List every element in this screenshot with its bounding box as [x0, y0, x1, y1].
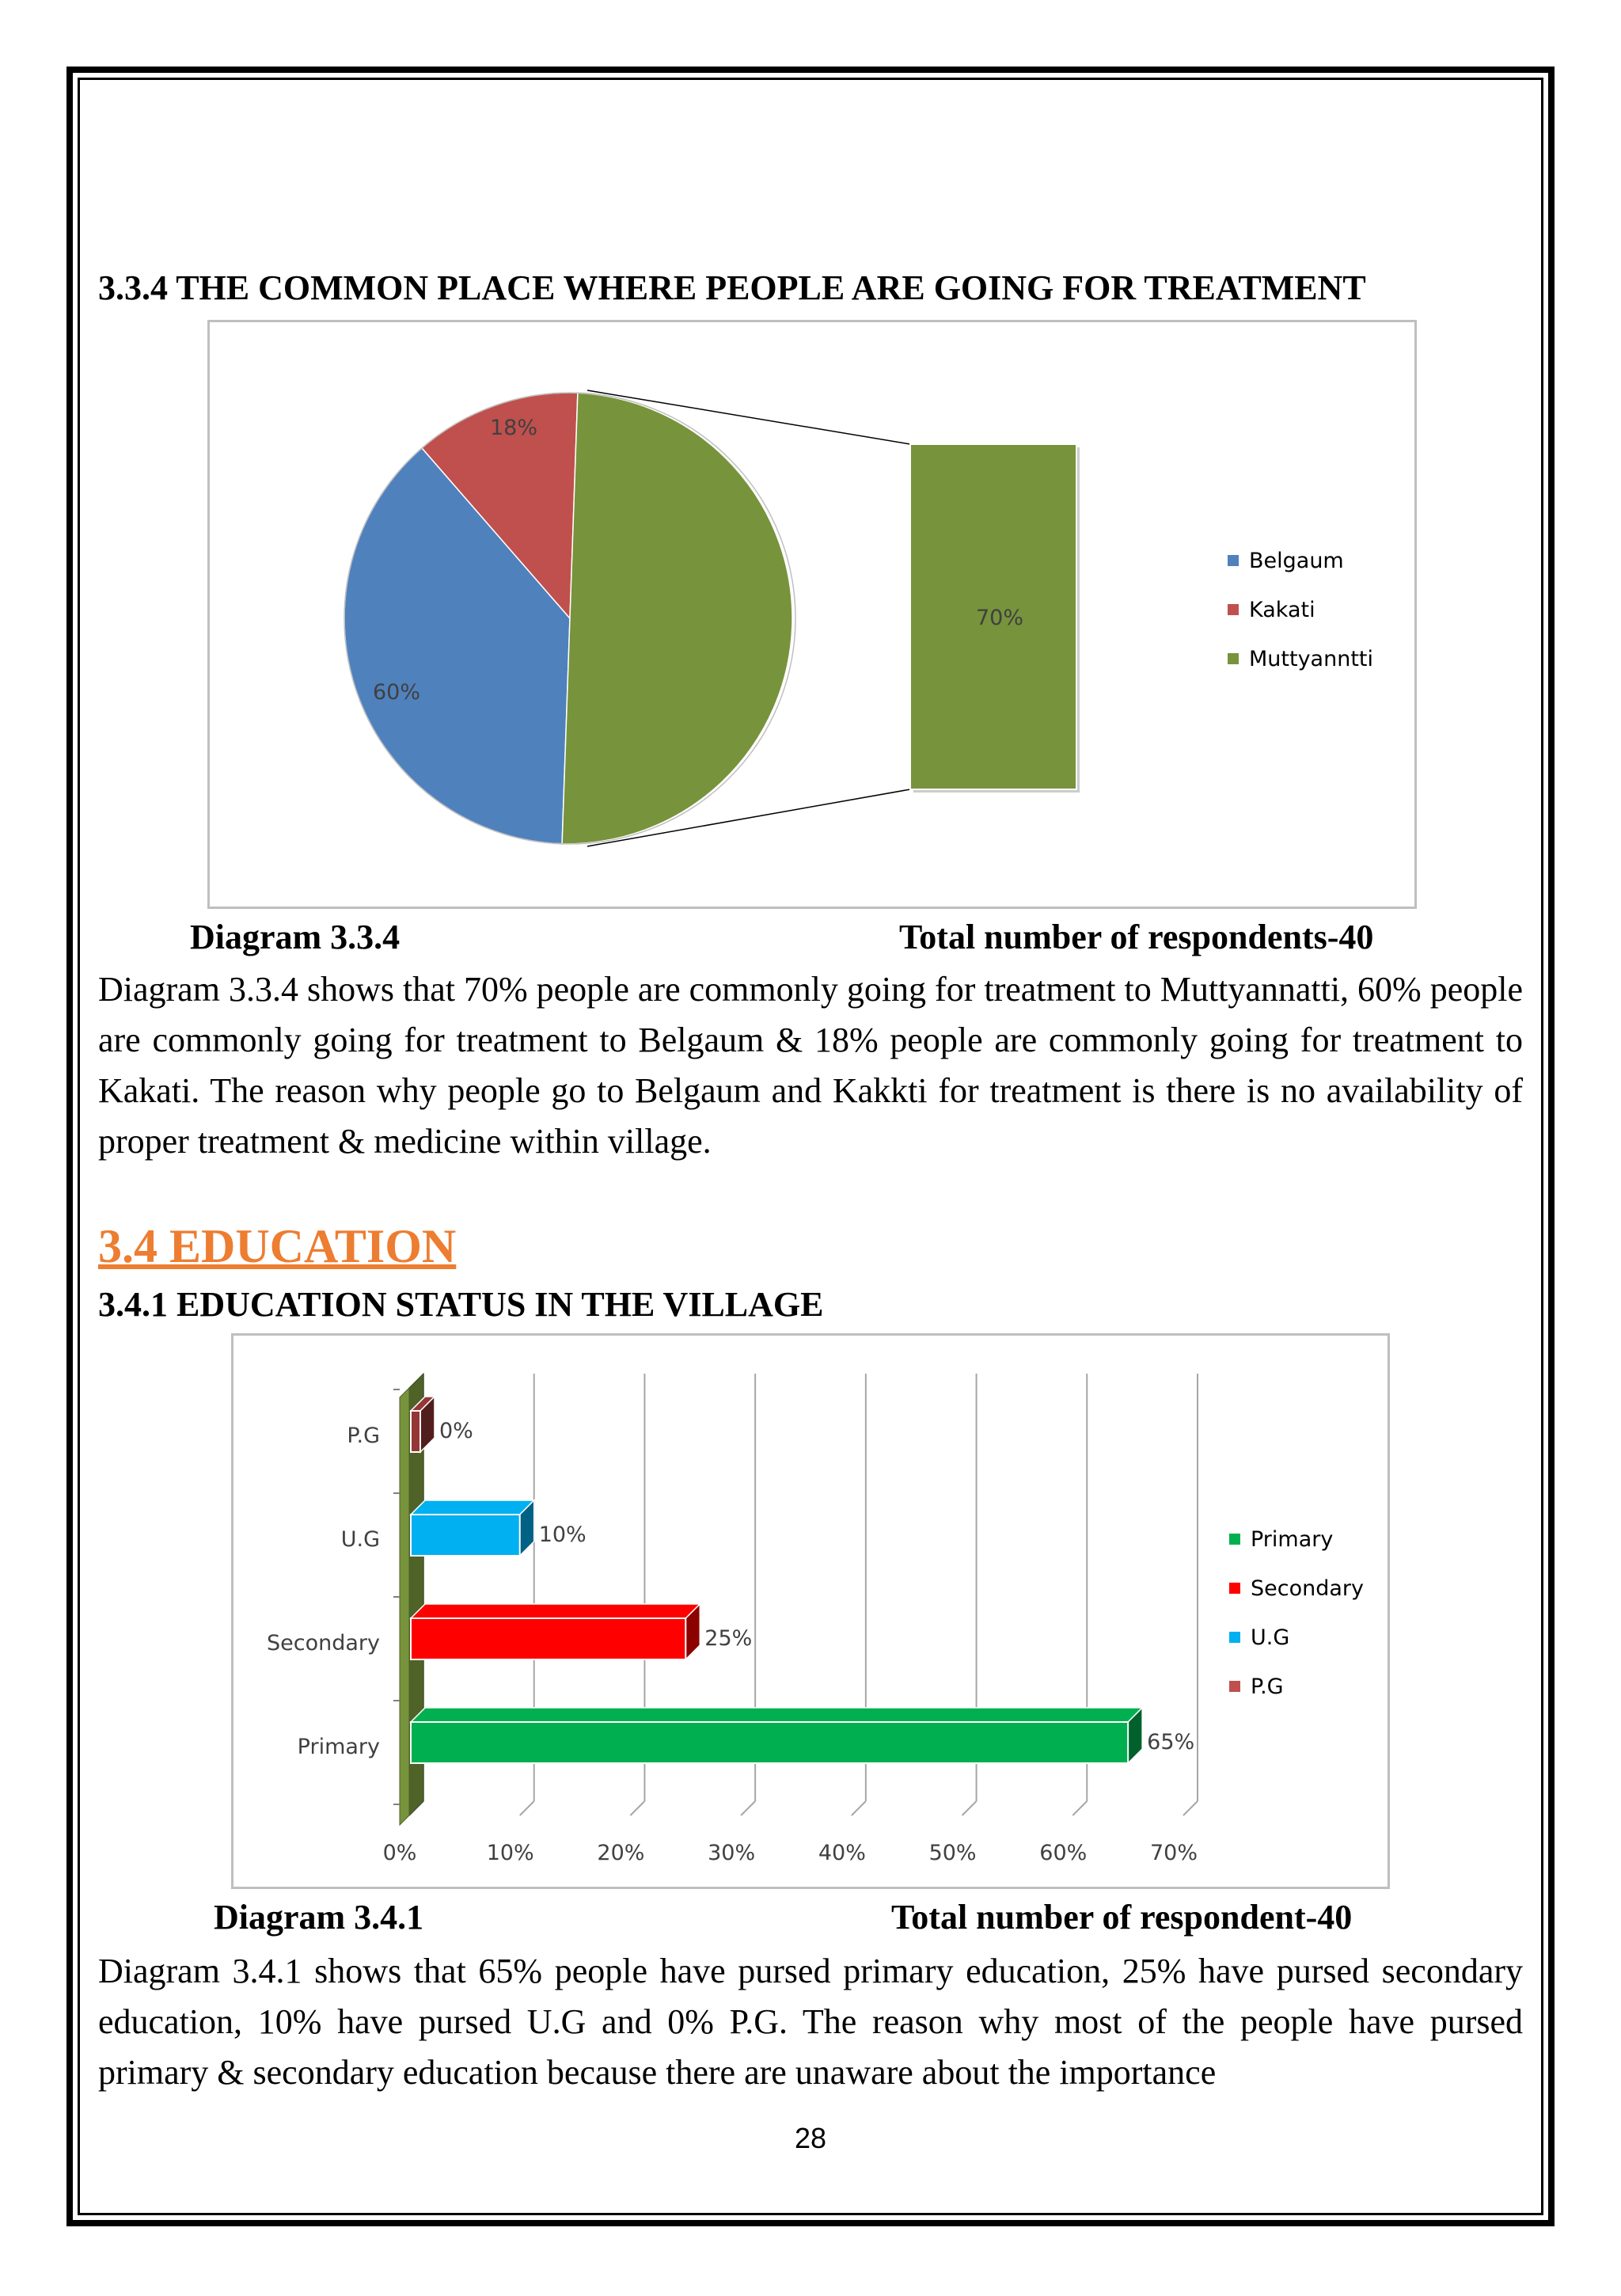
floor-gridline — [1072, 1801, 1087, 1815]
floor-gridline — [520, 1801, 534, 1815]
bar-ug — [411, 1515, 520, 1556]
side-wall-face — [400, 1388, 409, 1825]
x-tick-label: 20% — [597, 1841, 645, 1865]
legend-swatch — [1228, 604, 1239, 615]
section-heading: 3.3.4 THE COMMON PLACE WHERE PEOPLE ARE GOING FOR TREATMENT — [98, 268, 1366, 307]
y-tick-label: Secondary — [267, 1631, 380, 1655]
x-tick-label: 0% — [382, 1841, 417, 1865]
legend-entry: Muttyanntti — [1249, 647, 1374, 671]
data-label: 18% — [489, 416, 538, 440]
x-tick-label: 10% — [486, 1841, 534, 1865]
y-tick-label: U.G — [340, 1527, 380, 1552]
bar-top — [411, 1500, 534, 1515]
pie-chart — [210, 322, 1419, 911]
bar-chart — [233, 1336, 1392, 1891]
paragraph: Diagram 3.3.4 shows that 70% people are commonly going for treatment to Muttyannatti, 60% people are commonly going for treatment to Belgaum & 18% people are commonly going for treatment to Kakati. The reason why people go to Belgaum and Kakkti for treatment is there is no availability of proper treatment & medicine within village. — [98, 970, 1523, 1161]
legend-entry: P.G — [1251, 1674, 1284, 1699]
respondents-caption: Total number of respondent-40 — [891, 1898, 1353, 1937]
y-tick-label: Primary — [297, 1735, 380, 1759]
bar-pg — [411, 1411, 420, 1452]
data-label: 60% — [372, 680, 421, 705]
x-tick-label: 40% — [818, 1841, 866, 1865]
x-tick-label: 50% — [928, 1841, 977, 1865]
x-tick-label: 60% — [1039, 1841, 1088, 1865]
bar-primary — [411, 1722, 1128, 1763]
data-label: 25% — [704, 1626, 753, 1651]
legend-swatch — [1228, 555, 1239, 566]
legend-swatch — [1229, 1632, 1240, 1643]
x-tick-label: 70% — [1149, 1841, 1198, 1865]
y-tick-label: P.G — [347, 1424, 380, 1448]
legend-entry: Kakati — [1249, 598, 1315, 622]
legend-swatch — [1229, 1583, 1240, 1594]
legend-swatch — [1228, 653, 1239, 664]
data-label: 70% — [975, 606, 1024, 630]
section-title: 3.4 EDUCATION — [98, 1220, 457, 1272]
bar-top — [411, 1708, 1142, 1722]
legend-entry: U.G — [1251, 1625, 1290, 1650]
data-label: 65% — [1147, 1730, 1195, 1754]
legend-swatch — [1229, 1534, 1240, 1545]
x-tick-label: 30% — [708, 1841, 756, 1865]
data-label: 0% — [439, 1419, 473, 1443]
floor-gridline — [852, 1801, 866, 1815]
paragraph: Diagram 3.4.1 shows that 65% people have pursed primary education, 25% have pursed secondary education, 10% have pursed U.G and 0% P.G. The reason why most of the people have pursed primary & secondary education because there are unaware about the importance — [98, 1952, 1523, 2092]
floor-gridline — [741, 1801, 755, 1815]
floor-gridline — [1183, 1801, 1198, 1815]
page-number: 28 — [794, 2122, 827, 2154]
subsection-heading: 3.4.1 EDUCATION STATUS IN THE VILLAGE — [98, 1285, 824, 1324]
bar-secondary — [411, 1618, 685, 1659]
diagram-caption: Diagram 3.4.1 — [214, 1898, 424, 1937]
respondents-caption: Total number of respondents-40 — [899, 918, 1374, 956]
floor-gridline — [630, 1801, 644, 1815]
bar-top — [411, 1604, 700, 1618]
diagram-caption: Diagram 3.3.4 — [190, 918, 401, 956]
legend-entry: Secondary — [1251, 1576, 1364, 1601]
floor-gridline — [962, 1801, 977, 1815]
bar-chart-container — [231, 1333, 1390, 1889]
legend-swatch — [1229, 1681, 1240, 1692]
legend-entry: Belgaum — [1249, 549, 1344, 573]
legend-entry: Primary — [1251, 1527, 1334, 1552]
pie-chart-container — [207, 320, 1417, 909]
data-label: 10% — [538, 1522, 587, 1547]
pie-slice-muttyanntti — [562, 393, 792, 844]
